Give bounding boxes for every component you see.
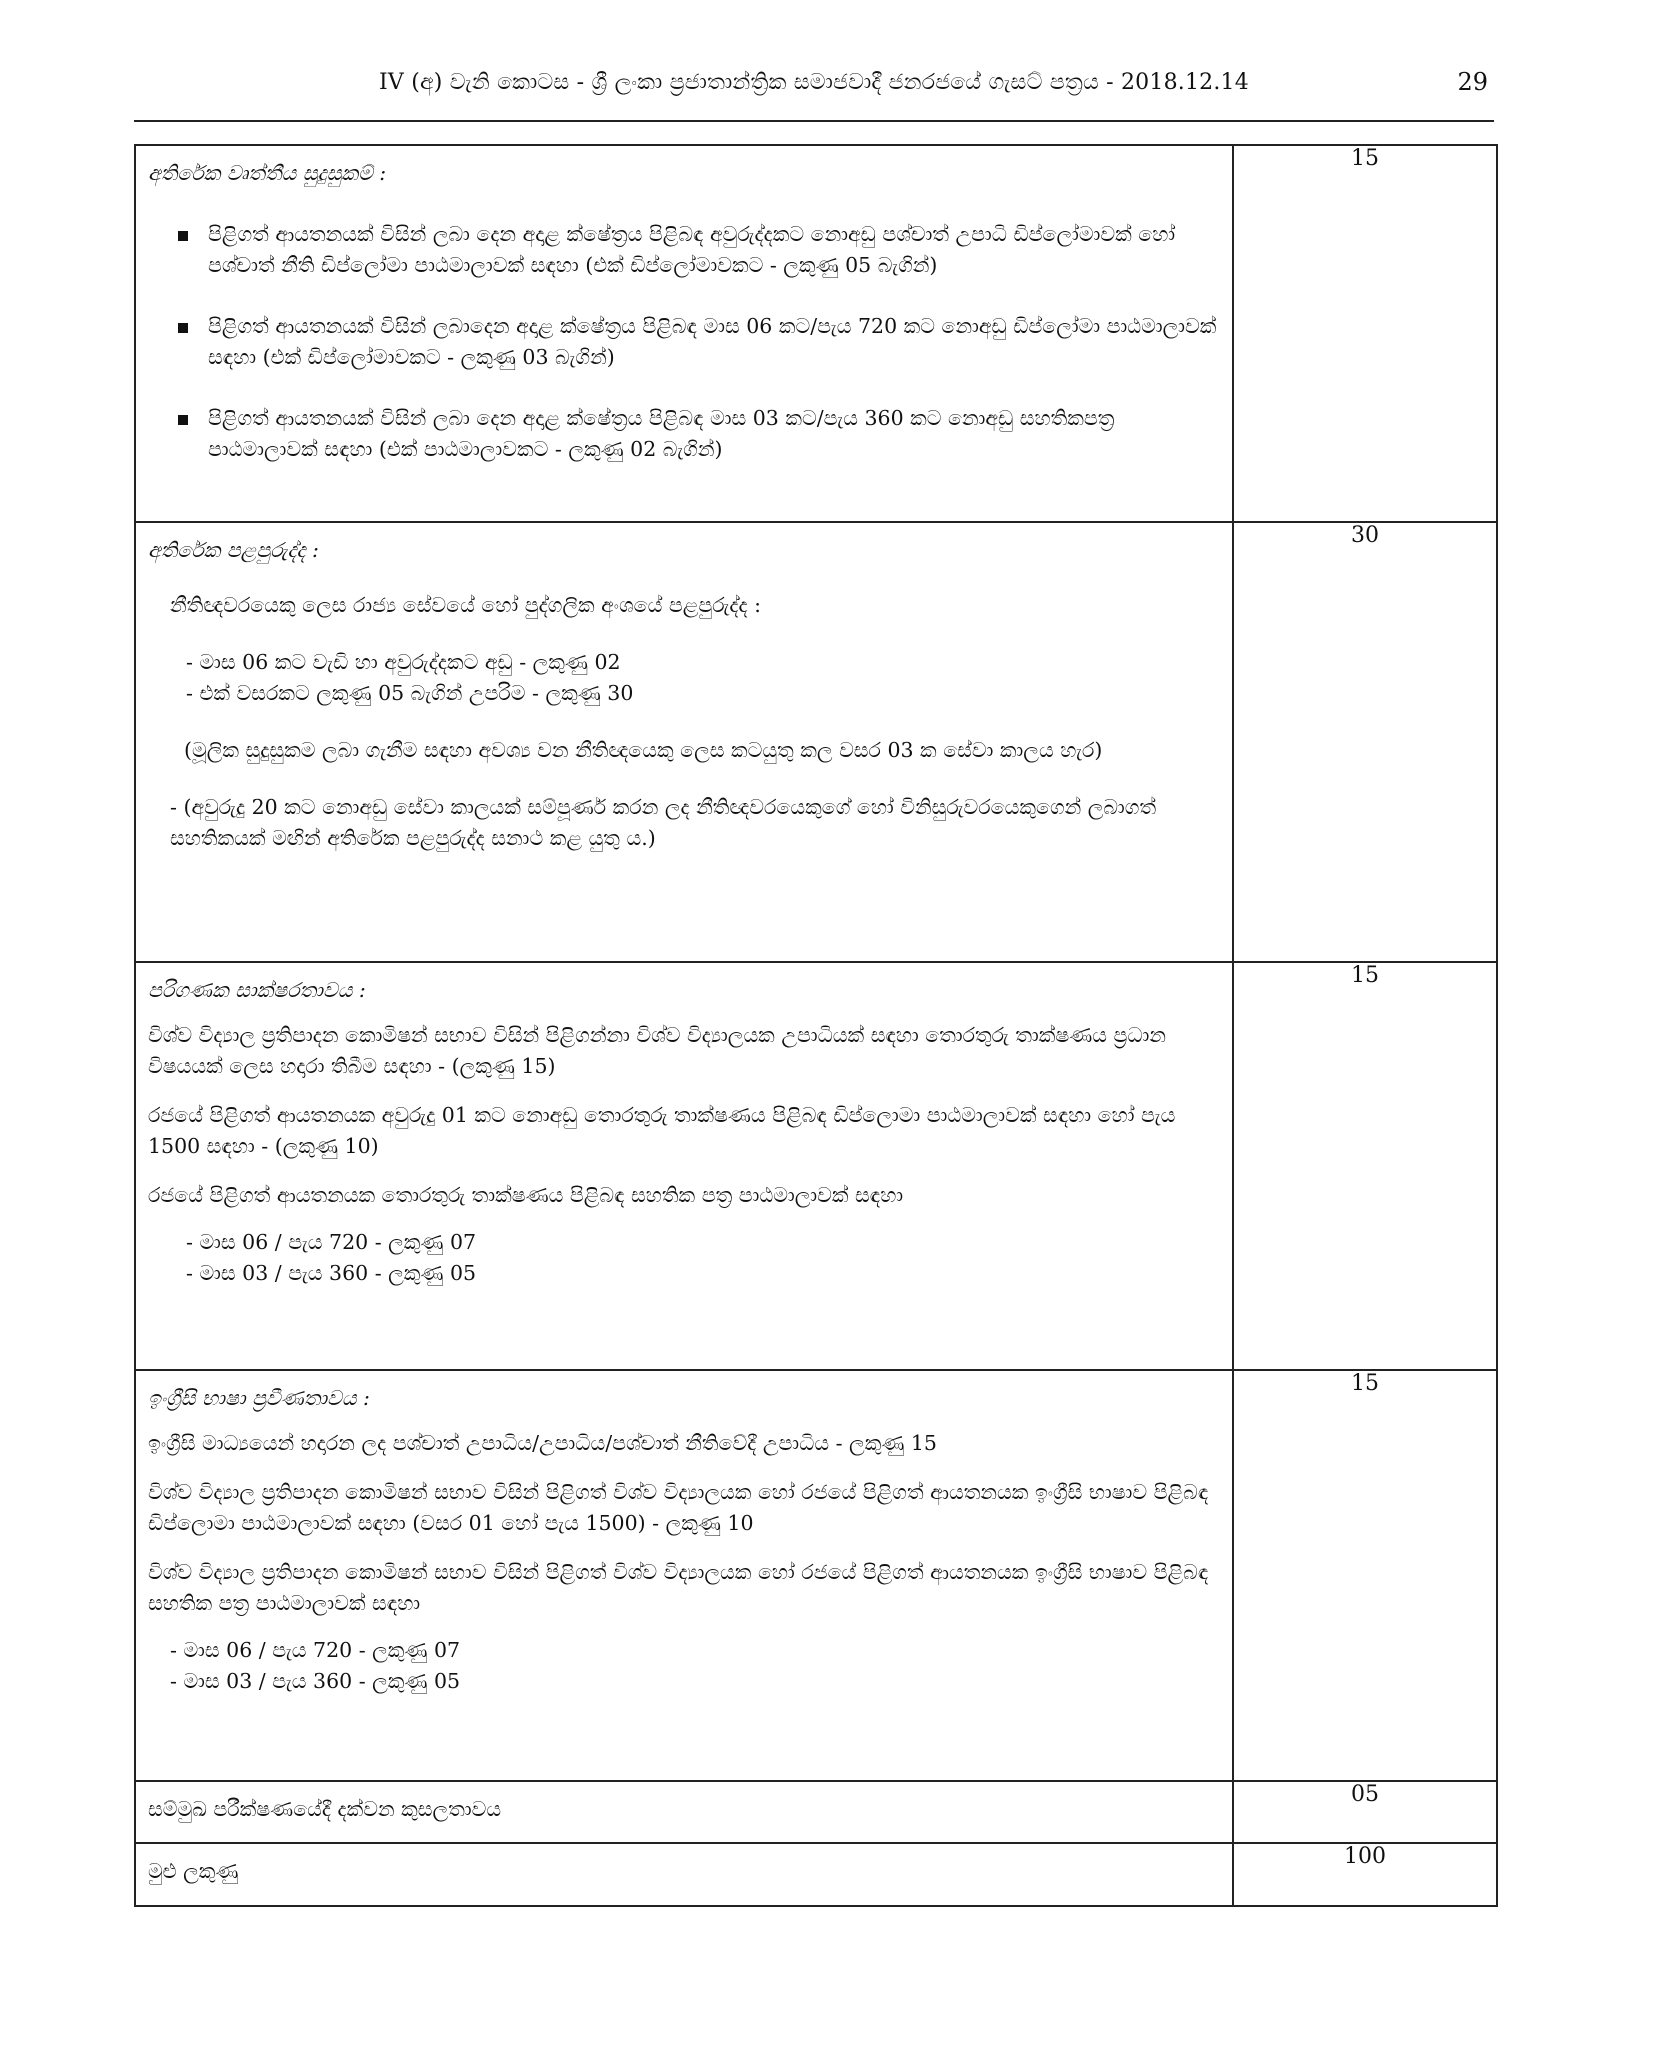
experience-heading: අතිරේක පළපුරුද්ද : [148,538,319,562]
total-label: මුළු ලකුණු [148,1859,239,1883]
table-row [135,1370,1497,1781]
page-number: 29 [1457,68,1488,96]
bullet-square-icon [178,415,188,425]
english-diploma-text: විශ්ව විද්‍යාල ප්‍රතිපාදන කොමිෂන් සභාව විසින් පිළිගත් විශ්ව විද්‍යාලයක හෝ රජයේ පිළිගත් ආයතනයක ඉංග්‍රීසි භාෂාව පිළිබඳ ඩිප්ලොමා පාඨමාලාවක් සඳහා (වසර 01 හෝ පැය 1500) - ලකුණු 10 [148,1480,1209,1535]
computer-cell [135,962,1233,1370]
interview-marks: 05 [1233,1781,1497,1843]
interview-label: සම්මුඛ පරීක්ෂණයේදී දක්වන කුසලතාවය [148,1797,502,1821]
table-row [135,1843,1497,1906]
vocational-heading: අතිරේක වෘත්තීය සුදුසුකම් : [148,161,387,185]
computer-marks: 15 [1233,962,1497,1370]
vocational-cell [135,145,1233,522]
english-degree-text: ඉංග්‍රීසි මාධ්‍යයෙන් හදාරන ලද පශ්චාත් උපාධිය/උපාධිය/පශ්චාත් නීතිවේදී උපාධිය - ලකුණු 15 [148,1431,937,1455]
english-marks: 15 [1233,1370,1497,1781]
computer-diploma-text: රජයේ පිළිගත් ආයතනයක අවුරුදු 01 කට නොඅඩු තොරතුරු තාක්ෂණය පිළිබඳ ඩිප්ලොමා පාඨමාලාවක් සඳහා හෝ පැය 1500 සඳහා - (ලකුණු 10) [148,1103,1176,1158]
english-heading: ඉංග්‍රීසි භාෂා ප්‍රවීණතාවය : [148,1386,370,1410]
total-cell [135,1843,1233,1906]
gazette-title: IV (අ) වැනි කොටස - ශ්‍රී ලංකා ප්‍රජාතාන්ත්‍රික සමාජවාදී ජනරජයේ ගැසට් පත්‍රය - 2018.12.14 [379,70,1249,95]
experience-note: (මූලික සුදුසුකම ලබා ගැනීම සඳහා අවශ්‍ය වන නීතිඥයෙකු ලෙස කටයුතු කල වසර 03 ක සේවා කාලය හැර) [184,738,1103,762]
experience-cell [135,522,1233,962]
marking-scheme-table [134,144,1498,1907]
experience-intro: නීතිඥවරයෙකු ලෙස රාජ්‍ය සේවයේ හෝ පුද්ගලික අංශයේ පළපුරුද්ද : [170,593,762,617]
list-item: - මාස 03 / පැය 360 - ලකුණු 05 [170,1669,461,1693]
list-item: - මාස 06 / පැය 720 - ලකුණු 07 [186,1230,477,1254]
english-cell [135,1370,1233,1781]
interview-cell [135,1781,1233,1843]
table-row [135,962,1497,1370]
list-item: පිළිගත් ආයතනයක් විසින් ලබා දෙන අදාළ ක්ෂේත්‍රය පිළිබඳ මාස 03 කට/පැය 360 කට නොඅඩු සහතිකපත්‍ර පාඨමාලාවක් සඳහා (එක් පාඨමාලාවකට - ලකුණු 02 බැගින්) [148,403,1220,465]
experience-note-certificate: - (අවුරුදු 20 කට නොඅඩු සේවා කාලයක් සම්පූර්ණ කරන ලද නීතිඥවරයෙකුගේ හෝ විනිසුරුවරයෙකුගෙන් ලබාගත් සහතිකයක් මඟින් අතිරේක පළපුරුද්ද සනාථ කළ යුතු ය.) [170,795,1157,850]
list-item: පිළිගත් ආයතනයක් විසින් ලබා දෙන අදාළ ක්ෂේත්‍රය පිළිබඳ අවුරුද්දකට නොඅඩු පශ්චාත් උපාධි ඩිප්ලෝමාවක් හෝ පශ්චාත් නීති ඩිප්ලෝමා පාඨමාලාවක් සඳහා (එක් ඩිප්ලෝමාවකට - ලකුණු 05 බැගින්) [148,219,1220,281]
list-item: - මාස 03 / පැය 360 - ලකුණු 05 [186,1261,477,1285]
table-row [135,1781,1497,1843]
page-header [134,58,1494,122]
table-row [135,522,1497,962]
list-item: - මාස 06 කට වැඩි හා අවුරුද්දකට අඩු - ලකුණු 02 [186,650,621,674]
computer-heading: පරිගණක සාක්ෂරතාවය : [148,978,366,1002]
bullet-square-icon [178,323,188,333]
list-item: පිළිගත් ආයතනයක් විසින් ලබාදෙන අදාළ ක්ෂේත්‍රය පිළිබඳ මාස 06 කට/පැය 720 කට නොඅඩු ඩිප්ලෝමා පාඨමාලාවක් සඳහා (එක් ඩිප්ලෝමාවකට - ලකුණු 03 බැගින්) [148,311,1220,373]
computer-degree-text: විශ්ව විද්‍යාල ප්‍රතිපාදන කොමිෂන් සභාව විසින් පිළිගන්නා විශ්ව විද්‍යාලයක උපාධියක් සඳහා තොරතුරු තාක්ෂණය ප්‍රධාන විෂයයක් ලෙස හදාරා තිබීම සඳහා - (ලකුණු 15) [148,1023,1166,1078]
computer-certificate-text: රජයේ පිළිගත් ආයතනයක තොරතුරු තාක්ෂණය පිළිබඳ සහතික පත්‍ර පාඨමාලාවක් සඳහා [148,1183,904,1207]
list-item: - එක් වසරකට ලකුණු 05 බැගින් උපරිම - ලකුණු 30 [186,681,634,705]
vocational-marks: 15 [1233,145,1497,522]
bullet-square-icon [178,231,188,241]
total-marks: 100 [1233,1843,1497,1906]
experience-marks: 30 [1233,522,1497,962]
table-row [135,145,1497,522]
english-certificate-text: විශ්ව විද්‍යාල ප්‍රතිපාදන කොමිෂන් සභාව විසින් පිළිගත් විශ්ව විද්‍යාලයක හෝ රජයේ පිළිගත් ආයතනයක ඉංග්‍රීසි භාෂාව පිළිබඳ සහතික පත්‍ර පාඨමාලාවක් සඳහා [148,1560,1209,1615]
list-item: - මාස 06 / පැය 720 - ලකුණු 07 [170,1638,461,1662]
